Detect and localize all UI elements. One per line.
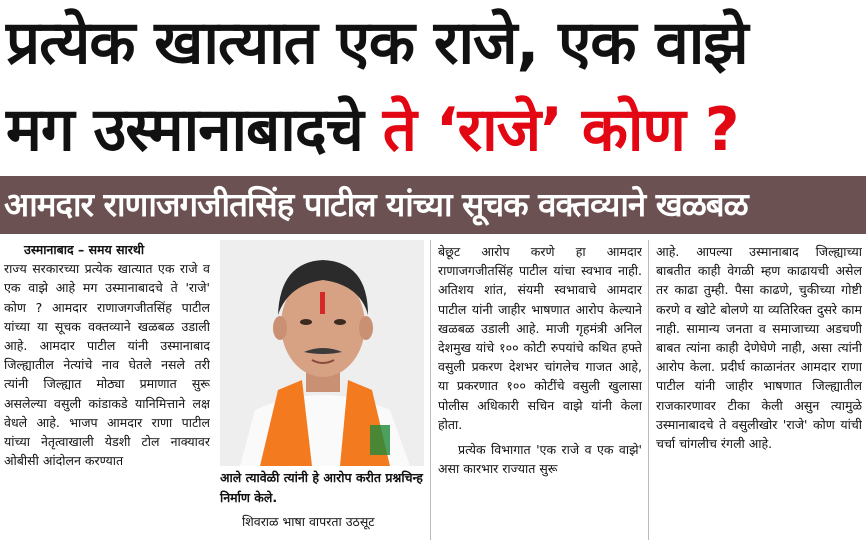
headline-line-1: प्रत्येक खात्यात एक राजे, एक वाझे	[6, 8, 748, 78]
column-divider	[430, 240, 431, 540]
politician-photo	[220, 240, 424, 466]
article-text-col2-tail: शिवराळ भाषा वापरता उठसूट	[242, 514, 375, 529]
dateline: उस्मानाबाद – समय सारथी	[24, 242, 145, 257]
headline-line-2-black: मग उस्मानाबादचे	[6, 95, 363, 165]
article-text-col1: राज्य सरकारच्या प्रत्येक खात्यात एक राजे व एक वाझे आहे मग उस्मानाबादचे ते 'राजे' कोण ? आमदार राणाजगजीतसिंह पाटील यांच्या या सूचक वक्तव्याने खळबळ उडाली आहे. आमदार पाटील यांनी उस्मानाबाद जिल्ह्यातील नेत्यांचे नाव घेतले नसले तरी त्यांनी जिल्ह्यात मोठ्या प्रमाणात सुरू असलेल्या वसुली कांडाकडे यानिमित्ताने लक्ष वेधले आहे. भाजप आमदार राणा पाटील यांच्या नेतृत्वाखाली येडशी टोल नाक्यावर ओबीसी आंदोलन करण्यात	[4, 261, 210, 469]
article-column-1	[4, 240, 210, 540]
column-divider	[648, 240, 649, 540]
photo-caption: आले त्यावेळी त्यांनी हे आरोप करीत प्रश्नचिन्ह निर्माण केले.	[220, 470, 423, 505]
portrait-illustration	[220, 240, 424, 466]
article-column-4	[656, 242, 862, 540]
headline-line-2	[6, 86, 739, 174]
subheadline-bar: आमदार राणाजगजीतसिंह पाटील यांच्या सूचक वक्तव्याने खळबळ	[0, 176, 866, 234]
article-text-col4: आहे. आपल्या उस्मानाबाद जिल्ह्याच्या बाबतीत काही वेगळी म्हण काढायची असेल तर काढा तुम्ही. पैसा काढणे, चुकीच्या गोष्टी करणे व खोटे बोलणे या व्यतिरिक्त दुसरे काम नाही. सामान्य जनता व समाजाच्या अडचणी बाबत त्यांना काही देणेघेणे नाही, असा त्यांनी आरोप केला. प्रदीर्घ काळानंतर आमदार राणा पाटील यांनी जाहीर भाषणात जिल्ह्यातील राजकारणावर टीका केली असुन त्यामुळे उस्मानाबादचे ते वसुलीखोर 'राजे' कोण यांची चर्चा चांगलीच रंगली आहे.	[656, 244, 862, 452]
article-text-col3-p2: प्रत्येक विभागात 'एक राजे व एक वाझे' असा कारभार राज्यात सुरू	[438, 442, 642, 477]
article-column-3	[438, 242, 642, 540]
article-text-col3-p1: बेछूट आरोप करणे हा आमदार राणाजगजीतसिंह पाटील यांचा स्वभाव नाही. अतिशय शांत, संयमी स्वभावाचे आमदार पाटील यांनी जाहीर भाषणात आरोप केल्याने खळबळ उडाली आहे. माजी गृहमंत्री अनिल देशमुख यांचे १०० कोटी रुपयांचे कथित हफ्ते वसुली प्रकरण देशभर चांगलेच गाजत आहे, या प्रकरणात १०० कोटींचे वसुली खुलासा पोलीस अधिकारी सचिन वाझे यांनी केला होता.	[438, 244, 642, 432]
headline-line-2-red: ते ‘राजे’ कोण ?	[382, 95, 739, 165]
